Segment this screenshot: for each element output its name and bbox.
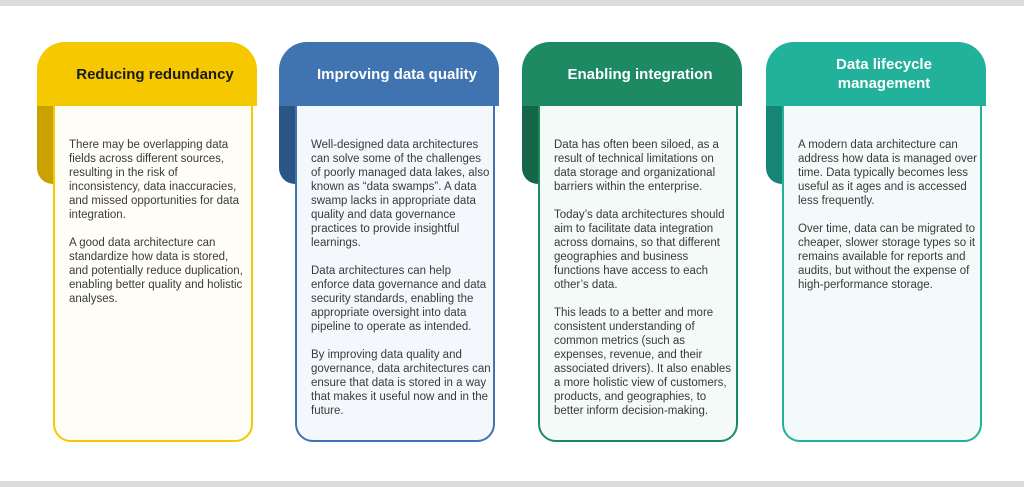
- card-paragraph: This leads to a better and more consistent understanding of common metrics (such as expenses, revenue, and their associated drivers). It also enables a more holistic view of customers, products, and geographies, to better inform decision-making.: [554, 307, 732, 417]
- card-title: Enabling integration: [567, 65, 713, 83]
- card-paragraph: Over time, data can be migrated to cheaper, slower storage types so it remains available for reports and audits, but without the expense of high-performance storage.: [798, 223, 976, 291]
- card-header: [279, 42, 499, 106]
- card-title: Data lifecycle management: [836, 56, 932, 92]
- card-paragraph: A good data architecture can standardize how data is stored, and potentially reduce duplication, enabling better quality and holistic analyses.: [69, 237, 243, 305]
- card-header: [522, 42, 742, 106]
- card-improving-data-quality: [279, 42, 499, 444]
- card-text: [798, 138, 978, 306]
- card-enabling-integration: [522, 42, 742, 444]
- card-text: [311, 138, 491, 432]
- card-paragraph: There may be overlapping data fields across different sources, resulting in the risk of inconsistency, data inaccuracies, and missed opportunities for data integration.: [69, 139, 240, 221]
- card-title: Improving data quality: [316, 65, 478, 83]
- card-paragraph: Data has often been siloed, as a result of technical limitations on data storage and organizational barriers within the enterprise.: [554, 139, 719, 193]
- card-text: [69, 138, 249, 320]
- card-text: [554, 138, 734, 432]
- card-paragraph: By improving data quality and governance, data architectures can ensure that data is stored in a way that makes it useful now and in the future.: [311, 349, 491, 417]
- card-title: Reducing redundancy: [76, 65, 234, 83]
- card-paragraph: A modern data architecture can address how data is managed over time. Data typically becomes less useful as it ages and is accessed less frequently.: [798, 139, 977, 207]
- card-paragraph: Well-designed data architectures can solve some of the challenges of poorly managed data lakes, also known as “data swamps”. A data swamp lacks in appropriate data quality and data governance practices to provide insightful learnings.: [311, 139, 490, 249]
- card-data-lifecycle-management: [766, 42, 986, 444]
- card-paragraph: Today’s data architectures should aim to facilitate data integration across domains, so that different geographies and business functions have access to each other’s data.: [554, 209, 725, 291]
- card-paragraph: Data architectures can help enforce data governance and data security standards, enabling the appropriate oversight into data pipeline to operate as intended.: [311, 265, 487, 333]
- bottom-band: [0, 481, 1024, 487]
- top-band: [0, 0, 1024, 6]
- card-reducing-redundancy: [37, 42, 257, 444]
- card-header: [37, 42, 257, 106]
- card-header: [766, 42, 986, 106]
